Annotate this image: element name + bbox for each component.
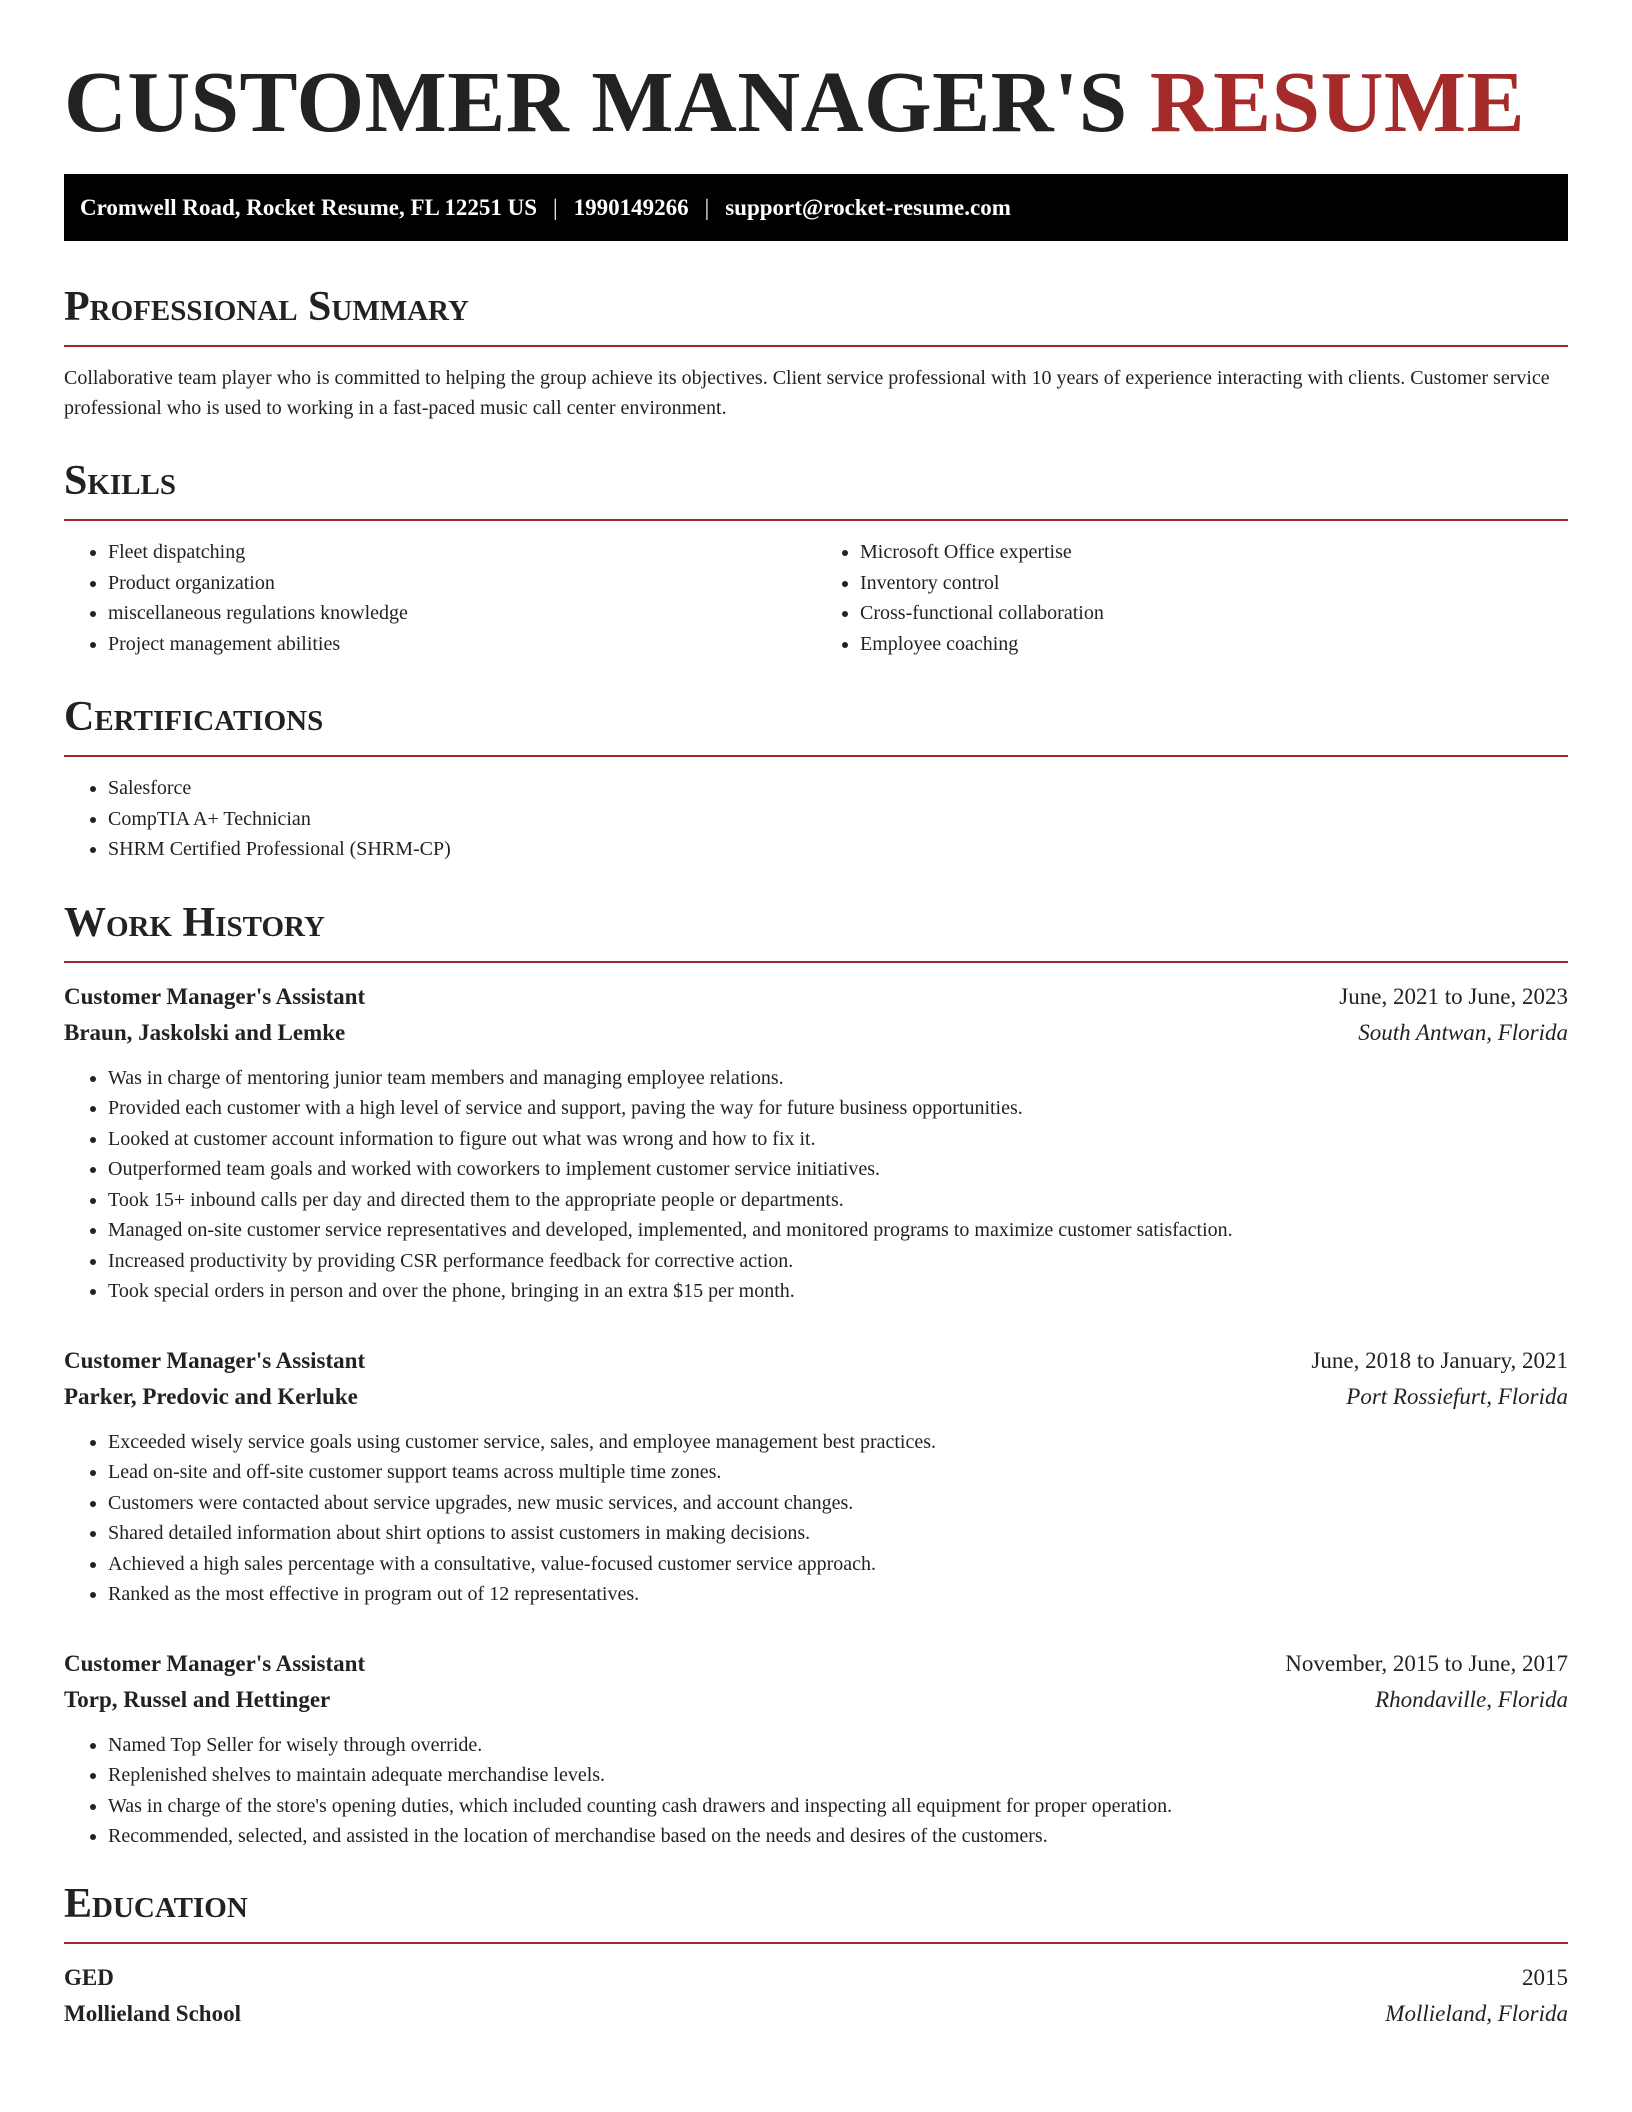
job-bullet: • Shared detailed information about shirt options to assist customers in making decisions. xyxy=(108,1518,1568,1549)
job-bullet: • Exceeded wisely service goals using customer service, sales, and employee management best practices. xyxy=(108,1427,1568,1458)
job-location: South Antwan, Florida xyxy=(1358,1019,1568,1045)
skill-item: • Project management abilities xyxy=(108,629,816,660)
job-bullet: • Recommended, selected, and assisted in the location of merchandise based on the needs and desires of the customers. xyxy=(108,1821,1568,1852)
job-entry xyxy=(64,1343,1568,1610)
job-entry xyxy=(64,979,1568,1307)
section-divider xyxy=(64,345,1568,347)
job-bullet: • Looked at customer account information to figure out what was wrong and how to fix it. xyxy=(108,1124,1568,1155)
skill-item: • Microsoft Office expertise xyxy=(860,537,1568,568)
education-school: Mollieland School xyxy=(64,2000,241,2026)
job-title: Customer Manager's Assistant xyxy=(64,983,366,1009)
job-company-row xyxy=(64,1379,1568,1415)
job-bullets xyxy=(64,1730,1568,1852)
education-section xyxy=(64,1880,1568,2032)
job-header-row xyxy=(64,1646,1568,1682)
certifications-heading: Certifications xyxy=(64,694,324,740)
education-location: Mollieland, Florida xyxy=(1385,2000,1568,2026)
certifications-list xyxy=(64,773,1568,865)
section-divider xyxy=(64,961,1568,963)
job-bullet: • Took special orders in person and over the phone, bringing in an extra $15 per month. xyxy=(108,1276,1568,1307)
job-header-row xyxy=(64,979,1568,1015)
skill-item: • Cross-functional collaboration xyxy=(860,598,1568,629)
job-bullet: • Was in charge of mentoring junior team members and managing employee relations. xyxy=(108,1063,1568,1094)
job-title: Customer Manager's Assistant xyxy=(64,1650,366,1676)
section-divider xyxy=(64,755,1568,757)
skill-item: • Product organization xyxy=(108,568,816,599)
section-divider xyxy=(64,1942,1568,1944)
job-bullet: • Managed on-site customer service representatives and developed, implemented, and monitored programs to maximize customer satisfaction. xyxy=(108,1215,1568,1246)
skills-grid xyxy=(64,537,1568,659)
job-bullet: • Replenished shelves to maintain adequate merchandise levels. xyxy=(108,1760,1568,1791)
job-entry xyxy=(64,1646,1568,1852)
job-company-row xyxy=(64,1682,1568,1718)
job-bullet: • Customers were contacted about service upgrades, new music services, and account changes. xyxy=(108,1488,1568,1519)
contact-phone: 1990149266 xyxy=(573,194,689,220)
certification-item: • CompTIA A+ Technician xyxy=(108,804,1568,835)
job-bullet: • Achieved a high sales percentage with a consultative, value-focused customer service approach. xyxy=(108,1549,1568,1580)
job-dates: June, 2021 to June, 2023 xyxy=(1339,983,1568,1009)
job-company: Braun, Jaskolski and Lemke xyxy=(64,1019,346,1045)
education-school-row xyxy=(64,1996,1568,2032)
job-bullet: • Ranked as the most effective in program out of 12 representatives. xyxy=(108,1579,1568,1610)
job-dates: November, 2015 to June, 2017 xyxy=(1285,1650,1568,1676)
certifications-section xyxy=(64,693,1568,865)
job-bullet: • Increased productivity by providing CSR performance feedback for corrective action. xyxy=(108,1246,1568,1277)
job-bullet: • Provided each customer with a high level of service and support, paving the way for future business opportunities. xyxy=(108,1093,1568,1124)
work-history-section xyxy=(64,899,1568,1852)
resume-title xyxy=(64,52,1568,152)
skills-heading: Skills xyxy=(64,458,177,504)
contact-separator: | xyxy=(704,194,710,220)
job-bullets xyxy=(64,1063,1568,1307)
education-heading: Education xyxy=(64,1880,248,1927)
contact-separator: | xyxy=(553,194,558,220)
job-bullet: • Took 15+ inbound calls per day and directed them to the appropriate people or departments. xyxy=(108,1185,1568,1216)
job-company: Torp, Russel and Hettinger xyxy=(64,1686,331,1712)
job-dates: June, 2018 to January, 2021 xyxy=(1311,1347,1568,1373)
job-bullet: • Was in charge of the store's opening duties, which included counting cash drawers and inspecting all equipment for proper operation. xyxy=(108,1791,1568,1822)
skills-list-left xyxy=(64,537,816,659)
skills-section xyxy=(64,457,1568,659)
job-bullet: • Outperformed team goals and worked with coworkers to implement customer service initiatives. xyxy=(108,1154,1568,1185)
job-location: Port Rossiefurt, Florida xyxy=(1346,1383,1568,1409)
job-bullet: • Named Top Seller for wisely through override. xyxy=(108,1730,1568,1761)
skill-item: • Inventory control xyxy=(860,568,1568,599)
education-degree: GED xyxy=(64,1964,114,1990)
skill-item: • Employee coaching xyxy=(860,629,1568,660)
job-title: Customer Manager's Assistant xyxy=(64,1347,366,1373)
job-company-row xyxy=(64,1015,1568,1051)
job-header-row xyxy=(64,1343,1568,1379)
job-bullet: • Lead on-site and off-site customer support teams across multiple time zones. xyxy=(108,1457,1568,1488)
job-location: Rhondaville, Florida xyxy=(1375,1686,1568,1712)
job-bullets xyxy=(64,1427,1568,1610)
education-year: 2015 xyxy=(1522,1964,1568,1990)
skill-item: • miscellaneous regulations knowledge xyxy=(108,598,816,629)
section-divider xyxy=(64,519,1568,521)
title-accent: RESUME xyxy=(1149,53,1526,150)
contact-bar xyxy=(64,174,1568,241)
education-entry xyxy=(64,1960,1568,2032)
title-main: CUSTOMER MANAGER'S xyxy=(64,53,1128,150)
certification-item: • Salesforce xyxy=(108,773,1568,804)
contact-email: support@rocket-resume.com xyxy=(725,194,1011,220)
summary-heading: Professional Summary xyxy=(64,284,469,330)
summary-section xyxy=(64,283,1568,423)
work-history-heading: Work History xyxy=(64,899,325,946)
summary-text: Collaborative team player who is committed to helping the group achieve its objectives. Client service professional with 10 years of experience interacting with clients. Customer service professional who is used to working in a fast-paced music call center environment. xyxy=(64,367,1550,419)
education-degree-row xyxy=(64,1960,1568,1996)
skill-item: • Fleet dispatching xyxy=(108,537,816,568)
job-company: Parker, Predovic and Kerluke xyxy=(64,1383,358,1409)
certification-item: • SHRM Certified Professional (SHRM-CP) xyxy=(108,834,1568,865)
contact-address: Cromwell Road, Rocket Resume, FL 12251 US xyxy=(80,194,537,220)
skills-list-right xyxy=(816,537,1568,659)
